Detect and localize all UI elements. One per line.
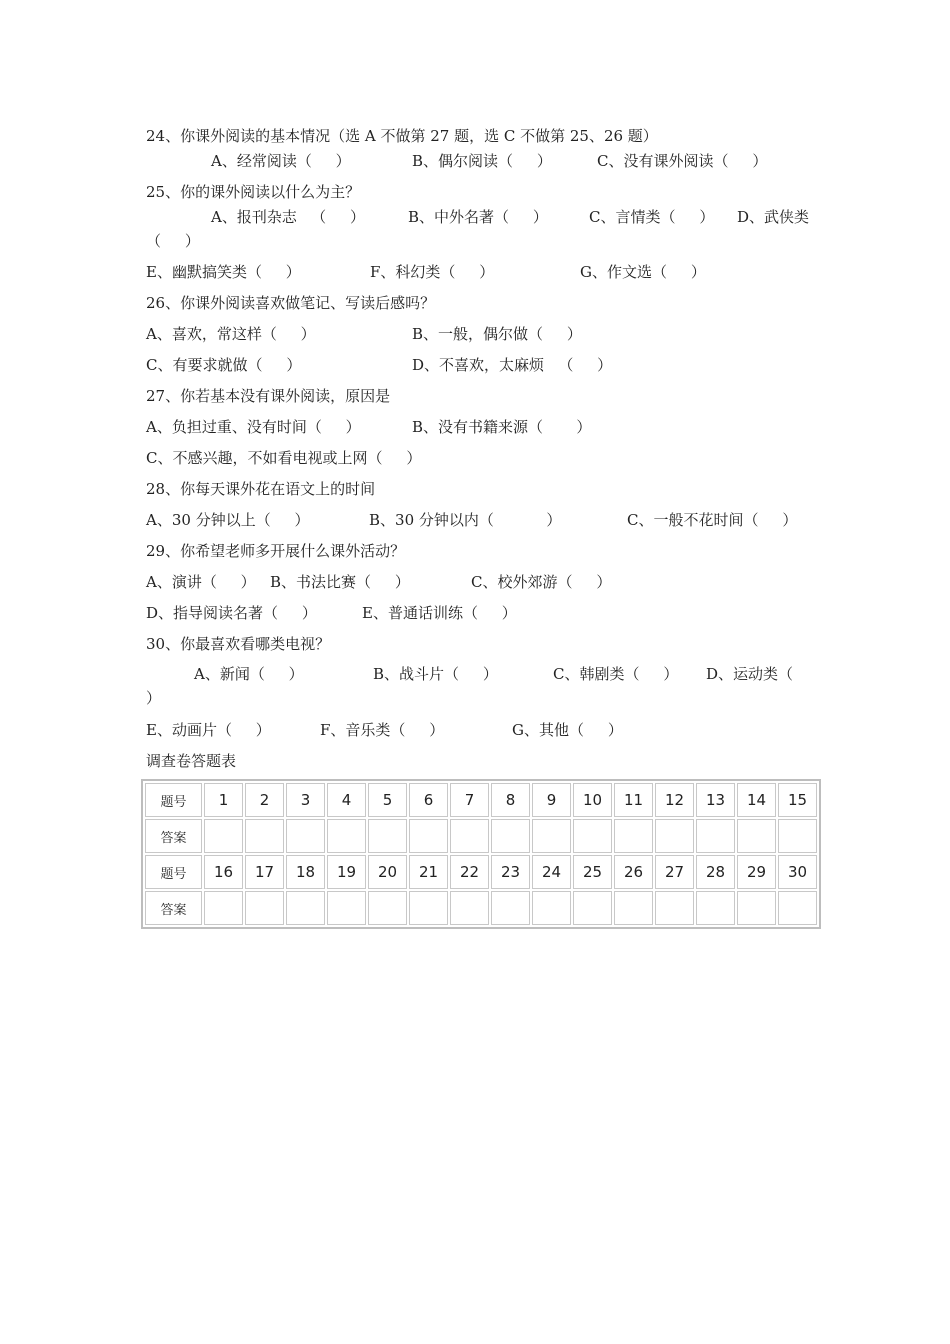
- question-number-cell: 21: [409, 855, 448, 889]
- question-number-cell: 1: [204, 783, 243, 817]
- question-number-cell: 8: [491, 783, 530, 817]
- answer-cell[interactable]: [532, 819, 571, 853]
- question-25-title: 25、你的课外阅读以什么为主？: [146, 183, 361, 201]
- question-number-cell: 17: [245, 855, 284, 889]
- q25-option-a: A、报刊杂志 （ ）: [211, 208, 365, 226]
- number-row-label: 题号: [145, 783, 202, 817]
- q30-option-c: C、韩剧类（ ）: [553, 665, 679, 683]
- question-number-cell: 29: [737, 855, 776, 889]
- question-28-title: 28、你每天课外花在语文上的时间: [146, 480, 376, 498]
- answer-cell[interactable]: [737, 891, 776, 925]
- answer-cell[interactable]: [778, 819, 817, 853]
- answer-row: [145, 819, 817, 853]
- question-number-cell: 18: [286, 855, 325, 889]
- q27-option-a: A、负担过重、没有时间（ ）: [146, 418, 361, 436]
- number-row-label: 题号: [145, 855, 202, 889]
- q29-option-b: B、书法比赛（ ）: [270, 573, 410, 591]
- answer-cell[interactable]: [368, 819, 407, 853]
- answer-cell[interactable]: [286, 819, 325, 853]
- q27-option-c: C、不感兴趣，不如看电视或上网（ ）: [146, 449, 422, 467]
- answer-cell[interactable]: [491, 891, 530, 925]
- answer-table-title: 调查卷答题表: [146, 752, 237, 770]
- number-row: [145, 783, 817, 817]
- question-number-cell: 15: [778, 783, 817, 817]
- q25-option-c: C、言情类（ ）: [589, 208, 715, 226]
- answer-row: [145, 891, 817, 925]
- answer-cell[interactable]: [573, 819, 612, 853]
- answer-cell[interactable]: [204, 891, 243, 925]
- answer-cell[interactable]: [532, 891, 571, 925]
- question-27-title: 27、你若基本没有课外阅读，原因是: [146, 387, 391, 405]
- q24-option-a: A、经常阅读（ ）: [211, 152, 351, 170]
- answer-cell[interactable]: [614, 891, 653, 925]
- q30-option-d: D、运动类（: [706, 665, 794, 683]
- answer-cell[interactable]: [655, 819, 694, 853]
- q26-option-b: B、一般，偶尔做（ ）: [412, 325, 582, 343]
- answer-cell[interactable]: [450, 819, 489, 853]
- q30-option-d-close: ）: [146, 689, 162, 707]
- q28-option-a: A、30 分钟以上（ ）: [146, 511, 310, 529]
- answer-cell[interactable]: [737, 819, 776, 853]
- q25-option-b: B、中外名著（ ）: [408, 208, 548, 226]
- q28-option-c: C、一般不花时间（ ）: [627, 511, 798, 529]
- question-number-cell: 7: [450, 783, 489, 817]
- q25-option-f: F、科幻类（ ）: [370, 263, 495, 281]
- question-number-cell: 24: [532, 855, 571, 889]
- answer-cell[interactable]: [204, 819, 243, 853]
- q29-option-d: D、指导阅读名著（ ）: [146, 604, 317, 622]
- q24-option-b: B、偶尔阅读（ ）: [412, 152, 552, 170]
- answer-cell[interactable]: [327, 819, 366, 853]
- question-number-cell: 10: [573, 783, 612, 817]
- question-number-cell: 5: [368, 783, 407, 817]
- q30-option-e: E、动画片（ ）: [146, 721, 271, 739]
- question-number-cell: 4: [327, 783, 366, 817]
- q26-option-d: D、不喜欢，太麻烦 （ ）: [412, 356, 613, 374]
- question-number-cell: 16: [204, 855, 243, 889]
- answer-cell[interactable]: [368, 891, 407, 925]
- q29-option-e: E、普通话训练（ ）: [362, 604, 517, 622]
- question-number-cell: 22: [450, 855, 489, 889]
- question-number-cell: 27: [655, 855, 694, 889]
- question-number-cell: 12: [655, 783, 694, 817]
- question-number-cell: 2: [245, 783, 284, 817]
- q25-option-g: G、作文选（ ）: [580, 263, 706, 281]
- question-number-cell: 11: [614, 783, 653, 817]
- question-number-cell: 25: [573, 855, 612, 889]
- question-number-cell: 30: [778, 855, 817, 889]
- q25-option-d: D、武侠类: [737, 208, 810, 226]
- question-number-cell: 19: [327, 855, 366, 889]
- answer-cell[interactable]: [245, 819, 284, 853]
- q30-option-f: F、音乐类（ ）: [320, 721, 445, 739]
- q28-option-b: B、30 分钟以内（ ）: [369, 511, 562, 529]
- answer-cell[interactable]: [409, 819, 448, 853]
- answer-row-label: 答案: [145, 819, 202, 853]
- answer-cell[interactable]: [696, 891, 735, 925]
- q30-option-b: B、战斗片（ ）: [373, 665, 498, 683]
- answer-cell[interactable]: [327, 891, 366, 925]
- q25-option-d-paren: （ ）: [146, 232, 200, 250]
- q29-option-c: C、校外郊游（ ）: [471, 573, 612, 591]
- q27-option-b: B、没有书籍来源（ ）: [412, 418, 592, 436]
- question-number-cell: 26: [614, 855, 653, 889]
- answer-cell[interactable]: [245, 891, 284, 925]
- answer-cell[interactable]: [614, 819, 653, 853]
- q29-option-a: A、演讲（ ）: [146, 573, 256, 591]
- answer-cell[interactable]: [573, 891, 612, 925]
- question-number-cell: 3: [286, 783, 325, 817]
- answer-table: [141, 779, 821, 929]
- answer-cell[interactable]: [778, 891, 817, 925]
- answer-cell[interactable]: [655, 891, 694, 925]
- q30-option-g: G、其他（ ）: [512, 721, 623, 739]
- answer-cell[interactable]: [696, 819, 735, 853]
- question-number-cell: 9: [532, 783, 571, 817]
- question-24-title: 24、你课外阅读的基本情况（选 A 不做第 27 题，选 C 不做第 25、26 题）: [146, 127, 658, 145]
- q26-option-a: A、喜欢，常这样（ ）: [146, 325, 316, 343]
- question-number-cell: 28: [696, 855, 735, 889]
- question-number-cell: 14: [737, 783, 776, 817]
- question-26-title: 26、你课外阅读喜欢做笔记、写读后感吗？: [146, 294, 436, 312]
- answer-row-label: 答案: [145, 891, 202, 925]
- q26-option-c: C、有要求就做（ ）: [146, 356, 302, 374]
- answer-cell[interactable]: [286, 891, 325, 925]
- answer-cell[interactable]: [491, 819, 530, 853]
- number-row: [145, 855, 817, 889]
- answer-cell[interactable]: [450, 891, 489, 925]
- question-30-title: 30、你最喜欢看哪类电视？: [146, 635, 331, 653]
- question-29-title: 29、你希望老师多开展什么课外活动？: [146, 542, 406, 560]
- q25-option-e: E、幽默搞笑类（ ）: [146, 263, 301, 281]
- answer-cell[interactable]: [409, 891, 448, 925]
- question-number-cell: 13: [696, 783, 735, 817]
- q30-option-a: A、新闻（ ）: [194, 665, 304, 683]
- question-number-cell: 20: [368, 855, 407, 889]
- q24-option-c: C、没有课外阅读（ ）: [597, 152, 768, 170]
- question-number-cell: 6: [409, 783, 448, 817]
- question-number-cell: 23: [491, 855, 530, 889]
